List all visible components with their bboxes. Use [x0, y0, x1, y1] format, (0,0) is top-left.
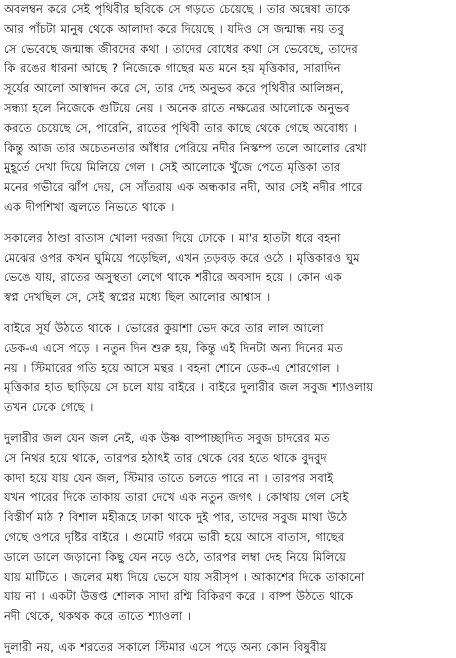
text-line: ভেঙে যায়, রাতের অসুস্থতা লেগে থাকে শরীরে অবসাদ হয়ে । কোন এক	[4, 270, 342, 285]
paragraph-gap	[4, 308, 452, 319]
paragraph-4	[4, 429, 452, 627]
text-line: নদী থেকে, থকথক করে তাতে শ্যাওলা ।	[4, 609, 192, 624]
text-line: বাইরে সূর্য উঠতে থাকে । ভোরের কুয়াশা ভেদ করে তার লাল আলো	[4, 320, 324, 335]
paragraph-gap	[4, 627, 452, 638]
text-line: কাদা হয়ে যায় যেন জল, স্টিমার তাতে চলতে পারে না । তারপর সবাই	[4, 470, 334, 485]
text-line: সূর্যের আলো আস্বাদন করে সে, তার দেহ অনুভব করে পৃথিবীর আলিঙ্গন,	[4, 81, 344, 96]
paragraph-gap	[4, 218, 452, 229]
text-line: গেছে ওপরে দৃষ্টির বাইরে । গুমোট গরমে ভারী হয়ে আসে বাতাস, গাছের	[4, 529, 345, 544]
text-line: মেঝের ওপর কখন ঘুমিয়ে পড়েছিল, এখন ত়ড়বড় করে ওঠে । মৃত্তিকারও ঘুম	[4, 250, 360, 265]
text-line: বিস্তীর্ণ মাঠ ? বিশাল মহীরূহে ঢাকা থাকে দুই পার, তাদের সবুজ মাথা উঠে	[4, 510, 348, 525]
text-line: দুলারী নয়, এক শরতের সকালে স্টিমার এসে পড়ে অন্য কোন বিষুবীয়	[4, 639, 327, 654]
paragraph-gap	[4, 418, 452, 429]
paragraph-3	[4, 319, 452, 418]
text-line: যায় না । একটা উত্তপ্ত শোলক সাদা রশ্মি বিকিরণ করে । বাষ্প উঠতে থাকে	[4, 589, 354, 604]
paragraph-1	[4, 0, 452, 218]
document-page	[4, 0, 452, 654]
text-line: নয় । স্টিমারের গতি হয়ে আসে মন্থর । বহনা শোনে ডেক-এ শোরগোল ।	[4, 360, 340, 375]
text-line: মনের গভীরে ঝাঁপ দেয়, সে সাঁতরায় এক অন্ধকার নদী, আর সেই নদীর পারে	[4, 180, 363, 195]
text-line: যখন পারের দিকে তাকায় তারা দেখে এক নতুন জগৎ । কোথায় গেল সেই	[4, 490, 349, 505]
text-line: মৃত্তিকার হাত ছাড়িয়ে সে চলে যায় বাইরে । বাইরে দুলারীর জল সবুজ শ্যাওলায়	[4, 380, 374, 395]
text-line: মুহূর্তে দেখা দিয়ে মিলিয়ে গেল । সেই আলোকে খুঁজে পেতে মৃত্তিকা তার	[4, 160, 341, 175]
text-line: সকালের ঠাণ্ডা বাতাস খোলা দরজা দিয়ে ঢোকে । মা'র হাতটা ধরে বহনা	[4, 230, 341, 245]
text-line: অবলম্বন করে সেই পৃথিবীর ছবিকে সে গড়তে চেয়েছে । তার অন্বেষা তাকে	[4, 2, 351, 16]
text-line: ডালে ডালে জড়ানো কিছু যেন নড়ে ওঠে, তারপর লম্বা দেহ নিয়ে মিলিয়ে	[4, 549, 346, 564]
paragraph-5	[4, 638, 452, 658]
text-line: এক দীপশিখা জ্বলতে নিভতে থাকে ।	[4, 199, 175, 214]
text-line: যায় মাটিতে । জলের মধ্য দিয়ে ভেসে যায় সরীসৃপ । আকাশের দিকে তাকানো	[4, 569, 365, 584]
text-line: স্বপ্ন দেখছিল সে, সেই স্বপ্নের মধ্যে ছিল আলোর আশ্বাস ।	[4, 290, 271, 305]
text-line: আর পাঁচটা মানুষ থেকে আলাদা করে দিয়েছে । যদিও সে জন্মান্ধ নয় তবু	[4, 21, 344, 36]
text-line: সন্ধ্যা হলে নিজেকে গুটিয়ে নেয় । অনেক রাতে নক্ষত্রের আলোকে অনুভব	[4, 100, 350, 115]
text-line: সে ভেবেছে জন্মান্ধ জীবদের কথা । তাদের বোধের কথা সে ভেবেছে, তাদের	[4, 41, 358, 56]
text-line: করতে চেয়েছে সে, পারেনি, রাতের পৃথিবী তার কাছে থেকে গেছে অবোধ্য ।	[4, 120, 357, 135]
text-line: দুলারীর জল যেন জল নেই, এক উষ্ণ বাষ্পাচ্ছাদিত সবুজ চাদরের মত	[4, 430, 330, 445]
paragraph-2	[4, 229, 452, 308]
text-line: কি রঙের ধারনা আছে ? নিজেকে গাছের মত মনে হয় মৃত্তিকার, সারাদিন	[4, 61, 341, 76]
text-line: তখন ঢেকে গেছে ।	[4, 400, 94, 415]
text-line: সে নিথর হয়ে থাকে, তারপর হঠাৎই তার থেকে বের হতে থাকে বুদবুদ	[4, 450, 327, 465]
text-line: ডেক-এ এসে পড়ে । নতুন দিন শুরু হয়, কিন্তু এই দিনটা অন্য দিনের মত	[4, 340, 343, 355]
text-line: কিন্তু আজ তার অচেতনতার আঁধার পেরিয়ে নদীর নিস্কম্প তলে আলোর রেখা	[4, 140, 367, 155]
